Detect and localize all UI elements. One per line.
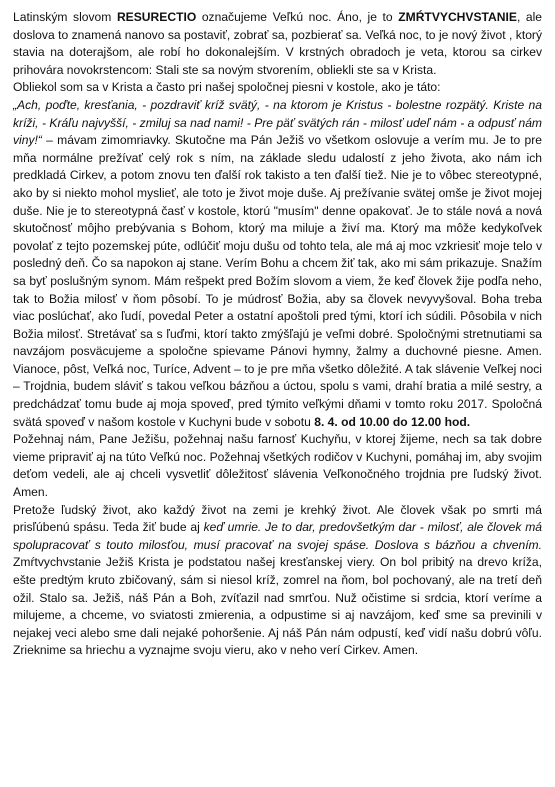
bold-term-zmrtvychvstanie: ZMŔTVYCHVSTANIE — [398, 10, 517, 24]
text: Obliekol som sa v Krista a často pri našej spoločnej piesni v kostole, ako je táto: — [13, 80, 441, 95]
text: Pretože ľudský život, ako každý život na zemi je krehký život. Ale človek však po smrti má prisľúbenú spásu. Teda žiť bude aj — [13, 502, 542, 535]
text: – mávam zimomriavky. Skutočne ma Pán Ježiš vo všetkom oslovuje a verím mu. Je to pre mňa normálne prežívať celý rok s ním, na základe sledu udalostí z jeho života, ako nám ich predkladá Cirkev, a potom znovu ten ďalší rok takisto a ten ďalší tiež. Nie je to vôbec stereotypné, ako by si niekto mohol myslieť, ale toto je život moje duše. Aj prežívanie svätej omše je život mojej duše. Nie je to stereotypná časť v kostole, ktorú "musím" denne opakovať. Je to stále nová a nová skutočnosť môjho prebývania s Bohom, ktorý ma miluje a živí ma. Ktorý ma môže kedykoľvek povolať z tejto pozemskej púte, odlúčiť moju dušu od tohto tela, ale má aj moc vzkriesiť moje telo v posledný deň. Čo sa napokon aj stane. Verím Bohu a chcem žiť tak, ako mi sám prikazuje. Snažím sa byť poslušným synom. Mám rešpekt pred Božím slovom a viem, že keď človek žije podľa neho, tak to Božia milosť v ňom pôsobí. To je múdrosť Božia, aby sa človek nevyvyšoval. Boha treba viac poslúchať, ako ľudí, povedal Peter a ostatní apoštoli pred tými, ktorí ich súdili. Pôsobila v nich Božia milosť. Stretávať sa s ľuďmi, ktorí takto zmýšľajú je veľmi dobré. Spoločnými stretnutiami sa navzájom posväcujeme a spoločne spievame Pánovi hymny, žalmy a duchovné piesne. Amen. Vianoce, pôst, Veľká noc, Turíce, Advent – to je pre mňa všetko dôležité. A tak slávenie Veľkej noci – Trojdnia, budem sláviť s takou veľkou bázňou a úctou, spolu s vami, drahí bratia a milé sestry, a predchádzať tomu bude aj moja spoveď, pred týmito veľkými dňami v tomto roku 2017. Spoločná svätá spoveď v našom kostole v Kuchyni bude v sobotu — [13, 133, 542, 429]
paragraph-conclusion — [13, 502, 542, 660]
text: označujeme Veľkú noc. Áno, je to — [196, 10, 399, 24]
paragraph-song-reflection — [13, 79, 542, 431]
text: Požehnaj nám, Pane Ježišu, požehnaj našu farnosť Kuchyňu, v ktorej žijeme, nech sa tak dobre vieme pripraviť aj na túto Veľkú noc. Požehnaj všetkých rodičov v Kuchyni, pomáhaj im, aby svojim deťom vedeli, ale aj chceli vysvetliť dôležitosť slávenia Veľkonočného trojdnia pre ľudský život. Amen. — [13, 432, 542, 500]
song-quote: „Ach, poďte, kresťania, - pozdraviť kríž svätý, - na ktorom je Kristus - bolestne rozpätý. Kriste na kríži, - Kráľu najvyšší, - zmiluj sa nad nami! - Pre päť svätých rán - milosť udeľ nám - a odpusť nám viny!“ — [13, 97, 542, 148]
text: , ale doslova to znamená nanovo sa postaviť, zobrať sa, pozbierať sa. Veľká noc, to je nový život , ktorý stavia na doterajšom, ale robí ho dokonalejším. V krstných obradoch je veta, ktorou sa cirkev prihovára novokrstencom: Stali ste sa novým stvorením, obliekli ste sa v Krista. — [13, 10, 543, 77]
confession-date: 8. 4. od 10.00 do 12.00 hod. — [314, 414, 471, 429]
paragraph-blessing — [13, 431, 542, 501]
text: Latinským slovom — [13, 10, 117, 24]
italic-emphasis: keď umrie. Je to dar, predovšetkým dar - milosť, ale človek má spolupracovať s touto milosťou, musí pracovať na svojej spáse. Doslova s bázňou a chvením. — [13, 520, 542, 552]
paragraph-intro — [13, 9, 542, 79]
bold-term-resurectio: RESURECTIO — [116, 10, 197, 24]
text: Zmŕtvychvstanie Ježiš Krista je podstatou našej kresťanskej viery. On bol pribitý na drevo kríža, ešte predtým kruto zbičovaný, sám si niesol kríž, zomrel na ňom, bol pochovaný, ale na tretí deň ožil. Stalo sa. Ježiš, náš Pán a Boh, zvíťazil nad smrťou. Nuž očistime si srdcia, ktorí veríme a milujeme, a chceme, vo sviatosti zmierenia, a odpustime si aj navzájom, keď sme sa previnili v nejakej veci alebo sme dali nejaké pohoršenie. Aj náš Pán nám odpustí, keď vidí našu dobrú vôľu. Zrieknime sa hriechu a vyznajme svoju vieru, ako v neho verí Cirkev. Amen. — [13, 555, 542, 658]
